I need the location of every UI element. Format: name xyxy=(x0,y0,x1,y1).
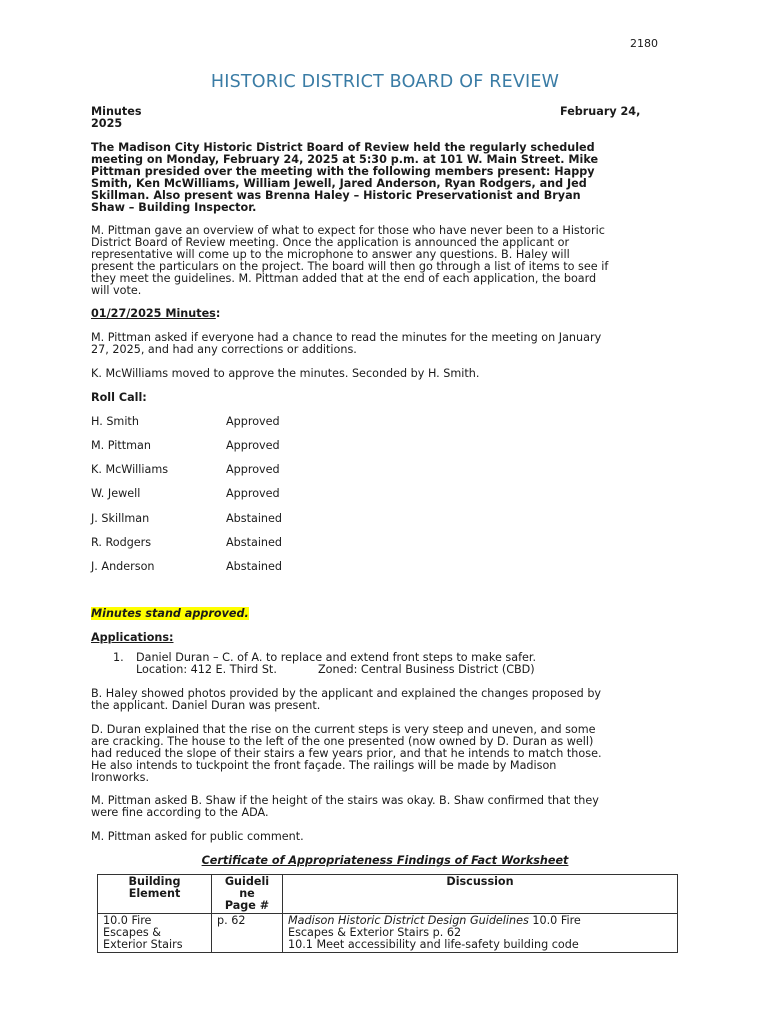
roll-call-vote: Approved xyxy=(226,463,280,476)
intro-line: Skillman. Also present was Brenna Haley – Historic Preservationist and Bryan xyxy=(91,189,581,202)
minutes-approved-text: Minutes stand approved. xyxy=(91,607,249,620)
shaw-paragraph xyxy=(91,795,681,819)
roll-call-vote: Approved xyxy=(226,415,280,428)
intro-line: Pittman presided over the meeting with the following members present: Happy xyxy=(91,165,595,178)
header-text: Element xyxy=(128,887,181,900)
header-text: Building xyxy=(128,875,181,888)
shaw-line: M. Pittman asked B. Shaw if the height of the stairs was okay. B. Shaw confirmed that they xyxy=(91,794,599,807)
duran-line: D. Duran explained that the rise on the current steps is very steep and uneven, and some xyxy=(91,723,596,736)
discussion-line: Escapes & Exterior Stairs p. 62 xyxy=(288,926,462,939)
roll-call-name: J. Skillman xyxy=(91,512,150,525)
intro-line: The Madison City Historic District Board of Review held the regularly scheduled xyxy=(91,141,595,154)
overview-line: M. Pittman gave an overview of what to expect for those who have never been to a Historic xyxy=(91,224,605,237)
roll-call-vote: Abstained xyxy=(226,560,283,573)
discussion-line: 10.1 Meet accessibility and life-safety building code xyxy=(288,938,579,951)
table-header-row xyxy=(98,875,678,914)
minutes-question-paragraph xyxy=(91,332,681,356)
cell-text: 10.0 Fire xyxy=(103,914,152,927)
roll-call-vote: Abstained xyxy=(226,512,283,525)
minutes-label: Minutes xyxy=(91,105,142,118)
roll-call-vote: Approved xyxy=(226,487,280,500)
minutes-question-line: M. Pittman asked if everyone had a chance to read the minutes for the meeting on January xyxy=(91,331,602,344)
minutes-section-heading xyxy=(91,308,220,320)
roll-call-vote: Approved xyxy=(226,439,280,452)
page-number: 2180 xyxy=(630,37,658,50)
haley-line: the applicant. Daniel Duran was present. xyxy=(91,699,321,712)
minutes-heading-colon: : xyxy=(215,307,221,320)
roll-call-name: W. Jewell xyxy=(91,487,141,500)
column-header-discussion xyxy=(283,875,678,914)
duran-line: Ironworks. xyxy=(91,771,150,784)
overview-line: District Board of Review meeting. Once the application is announced the applicant or xyxy=(91,236,570,249)
haley-line: B. Haley showed photos provided by the applicant and explained the changes proposed by xyxy=(91,687,602,700)
duran-line: He also intends to tuckpoint the front façade. The railings will be made by Madison xyxy=(91,759,557,772)
roll-call-name: R. Rodgers xyxy=(91,536,152,549)
meeting-date: February 24, xyxy=(560,105,641,118)
minutes-approved-note xyxy=(91,608,249,620)
column-header-guideline-page xyxy=(212,875,283,914)
header-text: Page # xyxy=(224,899,270,912)
roll-call-name: J. Anderson xyxy=(91,560,155,573)
duran-line: had reduced the slope of their stairs a few years prior, and that he intends to match those. xyxy=(91,747,602,760)
minutes-heading-text: 01/27/2025 Minutes xyxy=(91,307,216,320)
overview-paragraph xyxy=(91,225,681,297)
column-header-building-element xyxy=(98,875,212,914)
public-comment-text: M. Pittman asked for public comment. xyxy=(91,830,304,843)
header-text: ne xyxy=(239,887,255,900)
overview-line: representative will come up to the microphone to answer any questions. B. Haley will xyxy=(91,248,570,261)
intro-line: meeting on Monday, February 24, 2025 at 5:30 p.m. at 101 W. Main Street. Mike xyxy=(91,153,599,166)
duran-line: are cracking. The house to the left of the one presented (now owned by D. Duran as well) xyxy=(91,735,594,748)
cell-building-element xyxy=(98,914,212,953)
overview-line: present the particulars on the project. The board will then go through a list of items to see if xyxy=(91,260,609,273)
application-number: 1. xyxy=(113,651,124,664)
cell-text: Exterior Stairs xyxy=(103,938,183,951)
guidelines-title: Madison Historic District Design Guidelines xyxy=(288,914,529,927)
page-title: HISTORIC DISTRICT BOARD OF REVIEW xyxy=(210,72,560,92)
roll-call-name: K. McWilliams xyxy=(91,463,169,476)
intro-line: Smith, Ken McWilliams, William Jewell, Jared Anderson, Ryan Rodgers, and Jed xyxy=(91,177,587,190)
discussion-text: 10.0 Fire xyxy=(528,914,581,927)
findings-worksheet-table xyxy=(97,874,678,953)
table-row xyxy=(98,914,678,953)
haley-paragraph xyxy=(91,688,681,712)
roll-call-vote: Abstained xyxy=(226,536,283,549)
minutes-question-line: 27, 2025, and had any corrections or additions. xyxy=(91,343,357,356)
application-zoning: Zoned: Central Business District (CBD) xyxy=(318,663,535,676)
header-text: Discussion xyxy=(446,875,514,888)
intro-line: Shaw – Building Inspector. xyxy=(91,201,257,214)
motion-text: K. McWilliams moved to approve the minutes. Seconded by H. Smith. xyxy=(91,367,480,380)
roll-call-name: H. Smith xyxy=(91,415,139,428)
cell-guideline-page: p. 62 xyxy=(212,914,283,953)
header-text: Guideli xyxy=(224,875,270,888)
meeting-year: 2025 xyxy=(91,117,123,130)
cell-discussion xyxy=(283,914,678,953)
duran-paragraph xyxy=(91,724,681,784)
overview-line: they meet the guidelines. M. Pittman added that at the end of each application, the board xyxy=(91,272,597,285)
applications-heading: Applications: xyxy=(91,631,174,644)
overview-line: will vote. xyxy=(91,284,142,297)
intro-paragraph xyxy=(91,142,681,214)
application-location: Location: 412 E. Third St. xyxy=(136,663,277,676)
roll-call-name: M. Pittman xyxy=(91,439,151,452)
worksheet-title: Certificate of Appropriateness Findings of Fact Worksheet xyxy=(201,854,569,867)
application-description: Daniel Duran – C. of A. to replace and extend front steps to make safer. xyxy=(136,651,537,664)
cell-text: Escapes & xyxy=(103,926,161,939)
shaw-line: were fine according to the ADA. xyxy=(91,806,269,819)
roll-call-heading: Roll Call: xyxy=(91,391,147,404)
